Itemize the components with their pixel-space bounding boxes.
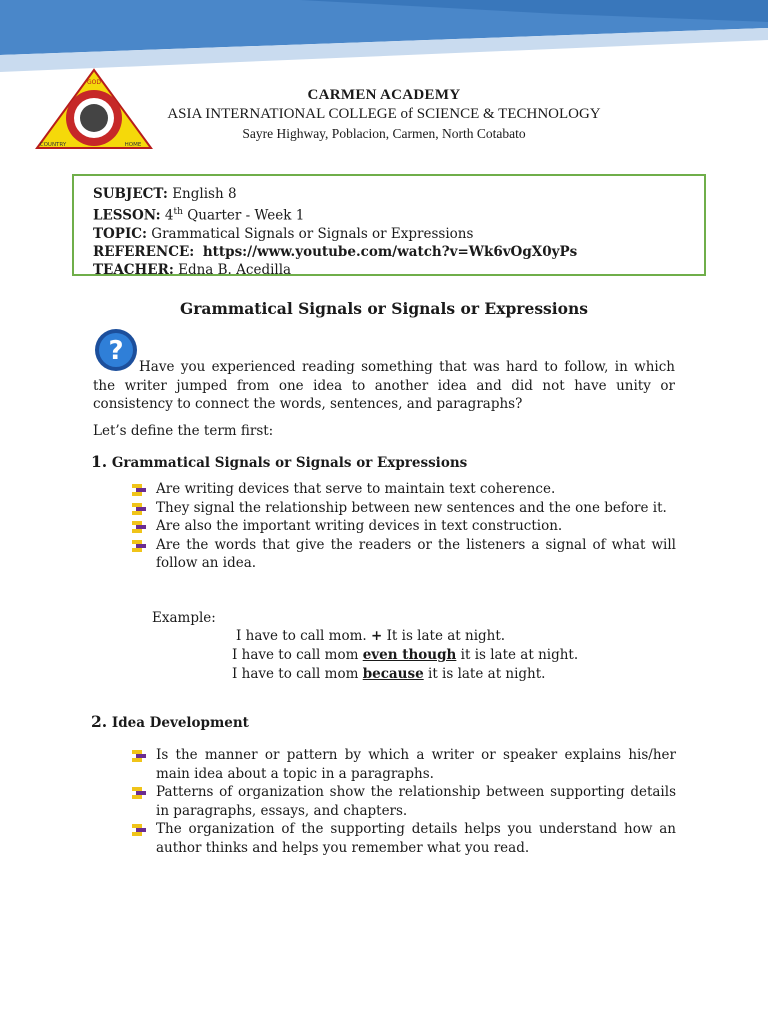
list-item: They signal the relationship between new sentences and the one before it. — [130, 499, 676, 518]
svg-text:HOME: HOME — [124, 142, 142, 148]
svg-text:GOD: GOD — [87, 79, 101, 86]
page-title: Grammatical Signals or Signals or Expressions — [180, 299, 588, 318]
intro-paragraph: Have you experienced reading something that was hard to follow, in which the writer jumped from one idea to another idea and did not have unity or consistency to connect the words, sentences, and paragraphs? — [93, 359, 675, 412]
topic-row: TOPIC: Grammatical Signals or Signals or Expressions — [93, 225, 474, 242]
school-address: Sayre Highway, Poblacion, Carmen, North Cotabato — [242, 126, 526, 141]
reference-link[interactable]: https://www.youtube.com/watch?v=Wk6vOgX0yPs — [202, 243, 578, 260]
example-sentence-3: I have to call mom because it is late at night. — [232, 666, 546, 682]
teacher-row: TEACHER: Edna B. Acedilla — [93, 261, 292, 278]
list-item: The organization of the supporting details helps you understand how an author thinks and helps you remember what you read. — [130, 820, 676, 857]
school-name: CARMEN ACADEMY — [307, 87, 461, 103]
section-2-heading: 2. Idea Development — [91, 712, 249, 731]
bullet-icon — [130, 748, 148, 764]
bullet-icon — [130, 482, 148, 498]
reference-row: REFERENCE: https://www.youtube.com/watch?v=Wk6vOgX0yPs — [93, 243, 578, 260]
subject-row: SUBJECT: English 8 — [93, 186, 237, 202]
example-sentence-1: I have to call mom. + It is late at night. — [236, 628, 506, 644]
list-item: Are also the important writing devices in text construction. — [130, 517, 676, 536]
lesson-info-box — [72, 174, 706, 276]
example-label: Example: — [152, 610, 216, 626]
bullet-icon — [130, 501, 148, 517]
list-item: Patterns of organization show the relationship between supporting details in paragraphs, essays, and chapters. — [130, 783, 676, 820]
section-1-heading: 1. Grammatical Signals or Signals or Expressions — [91, 452, 468, 471]
bullet-icon — [130, 822, 148, 838]
school-logo — [33, 68, 155, 152]
bullet-icon — [130, 538, 148, 554]
section-2-bullets — [130, 746, 676, 857]
section-1-bullets — [130, 480, 676, 573]
svg-text:COUNTRY: COUNTRY — [39, 142, 67, 148]
list-item: Are the words that give the readers or the listeners a signal of what will follow an idea. — [130, 536, 676, 573]
school-header — [150, 86, 618, 143]
example-sentence-2: I have to call mom even though it is late at night. — [232, 647, 579, 663]
lesson-row: LESSON: 4th Quarter - Week 1 — [93, 207, 305, 224]
list-item: Is the manner or pattern by which a writer or speaker explains his/her main idea about a topic in a paragraphs. — [130, 746, 676, 783]
define-line: Let’s define the term first: — [93, 423, 274, 439]
bullet-icon — [130, 519, 148, 535]
bullet-icon — [130, 785, 148, 801]
svg-text:?: ? — [108, 336, 124, 366]
list-item: Are writing devices that serve to maintain text coherence. — [130, 480, 676, 499]
college-name: ASIA INTERNATIONAL COLLEGE of SCIENCE & TECHNOLOGY — [167, 106, 601, 122]
